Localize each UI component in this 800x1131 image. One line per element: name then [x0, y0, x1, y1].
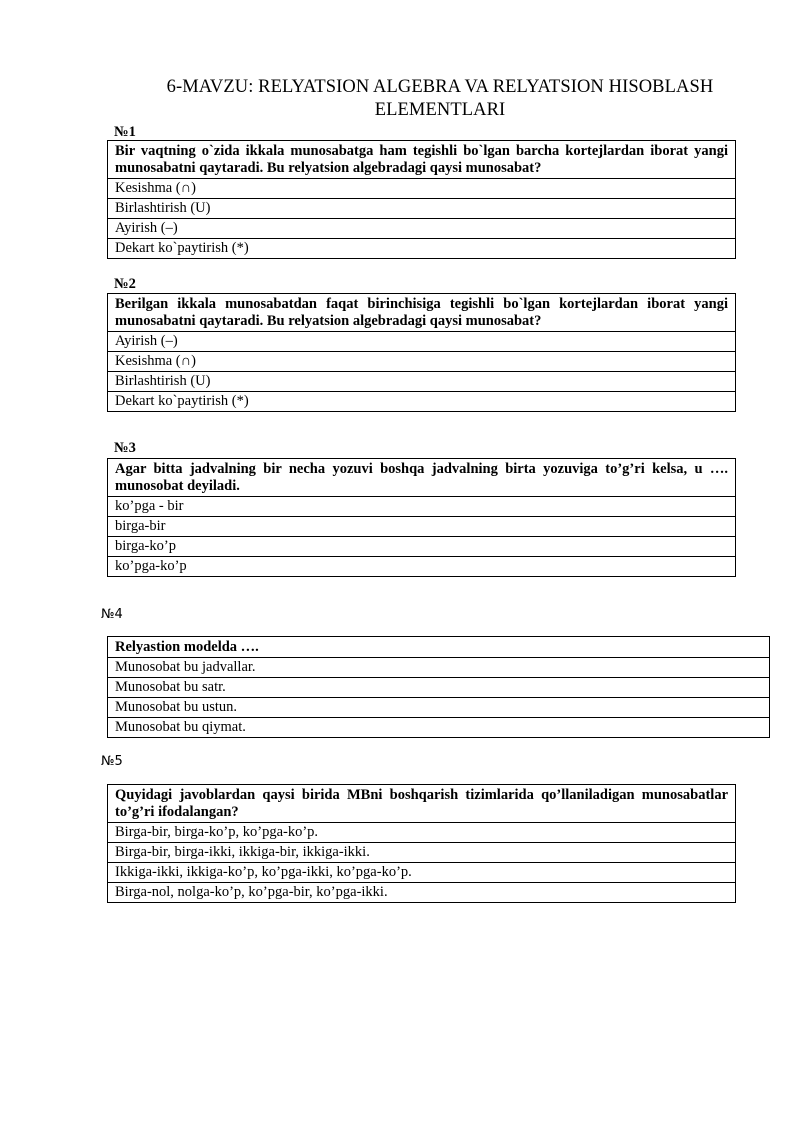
answer-option[interactable]: Birlashtirish (U) [108, 372, 736, 392]
answer-option[interactable]: ko’pga-ko’p [108, 557, 736, 577]
answer-option[interactable]: Ikkiga-ikki, ikkiga-ko’p, ko’pga-ikki, ko’pga-ko’p. [108, 863, 736, 883]
question-table [107, 636, 770, 738]
answer-option[interactable]: Birlashtirish (U) [108, 199, 736, 219]
question-table [107, 140, 736, 259]
answer-option[interactable]: Birga-bir, birga-ko’p, ko’pga-ko’p. [108, 823, 736, 843]
question-text: Bir vaqtning o`zida ikkala munosabatga ham tegishli bo`lgan barcha kortejlardan iborat yangi munosabatni qaytaradi. Bu relyatsion algebradagi qaysi munosabat? [108, 141, 736, 179]
answer-option[interactable]: Munosobat bu jadvallar. [108, 658, 770, 678]
answer-option[interactable]: birga-ko’p [108, 537, 736, 557]
question-number: №5 [101, 754, 123, 769]
question-number: №3 [114, 440, 136, 456]
answer-option[interactable]: Birga-nol, nolga-ko’p, ko’pga-bir, ko’pga-ikki. [108, 883, 736, 903]
question-text: Quyidagi javoblardan qaysi birida MBni boshqarish tizimlarida qo’llaniladigan munosabatlar to’g’ri ifodalangan? [108, 785, 736, 823]
question-number: №4 [101, 607, 123, 622]
question-table [107, 458, 736, 577]
answer-option[interactable]: Kesishma (∩) [108, 179, 736, 199]
answer-option[interactable]: Dekart ko`paytirish (*) [108, 239, 736, 259]
answer-option[interactable]: Munosobat bu qiymat. [108, 718, 770, 738]
question-text: Berilgan ikkala munosabatdan faqat birinchisiga tegishli bo`lgan kortejlardan iborat yangi munosabatni qaytaradi. Bu relyatsion algebradagi qaysi munosabat? [108, 294, 736, 332]
question-text: Relyastion modelda …. [108, 637, 770, 658]
answer-option[interactable]: Ayirish (–) [108, 219, 736, 239]
answer-option[interactable]: birga-bir [108, 517, 736, 537]
answer-option[interactable]: Munosobat bu satr. [108, 678, 770, 698]
page-title: 6-MAVZU: RELYATSION ALGEBRA VA RELYATSION HISOBLASH ELEMENTLARI [166, 77, 714, 120]
question-table [107, 293, 736, 412]
answer-option[interactable]: Birga-bir, birga-ikki, ikkiga-bir, ikkiga-ikki. [108, 843, 736, 863]
answer-option[interactable]: Dekart ko`paytirish (*) [108, 392, 736, 412]
answer-option[interactable]: ko’pga - bir [108, 497, 736, 517]
question-table [107, 784, 736, 903]
question-text: Agar bitta jadvalning bir necha yozuvi boshqa jadvalning birta yozuviga to’g’ri kelsa, u …. munosobat deyiladi. [108, 459, 736, 497]
answer-option[interactable]: Munosobat bu ustun. [108, 698, 770, 718]
answer-option[interactable]: Kesishma (∩) [108, 352, 736, 372]
question-number: №1 [114, 124, 136, 140]
answer-option[interactable]: Ayirish (–) [108, 332, 736, 352]
question-number: №2 [114, 276, 136, 292]
